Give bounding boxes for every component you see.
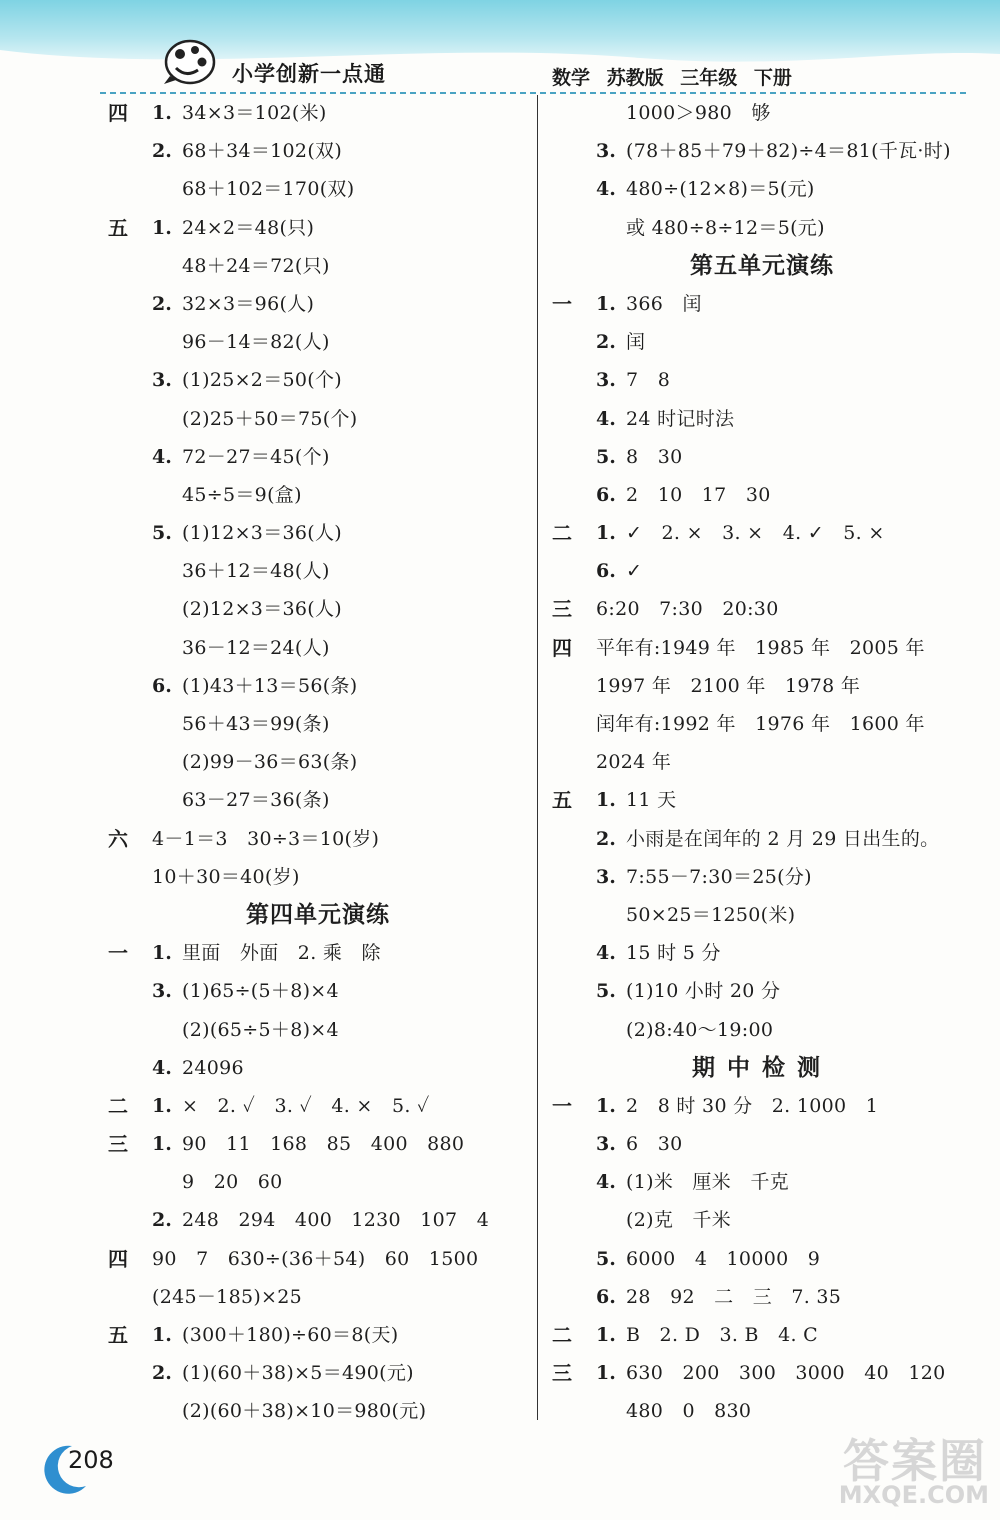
answer-text: 630 200 300 3000 40 120	[626, 1362, 946, 1385]
question-number: 2.	[152, 1362, 172, 1385]
answer-text: 2 8 时 30 分 2. 1000 1	[626, 1094, 879, 1117]
answer-text: 480÷(12×8)＝5(元)	[626, 178, 815, 201]
answer-text: 68＋102＝170(双)	[182, 178, 355, 201]
answer-text: 248 294 400 1230 107 4	[182, 1209, 490, 1232]
answer-line	[108, 972, 528, 1010]
answer-line	[108, 1163, 528, 1201]
answer-line	[108, 323, 528, 361]
question-number: 3.	[596, 1133, 616, 1156]
question-group-marker: 一	[108, 941, 128, 966]
question-number: 1.	[152, 1324, 172, 1346]
answer-line	[108, 1087, 528, 1125]
answer-text: B 2. D 3. B 4. C	[626, 1324, 818, 1346]
watermark-bottom: MXQE.COM	[838, 1481, 989, 1509]
watermark-logo	[815, 1425, 993, 1517]
answer-line	[108, 285, 528, 323]
answer-line	[552, 1087, 972, 1125]
question-number: 1.	[596, 1094, 616, 1117]
answer-text: 366 闰	[626, 292, 702, 315]
section-heading: 第五单元演练	[690, 251, 834, 279]
question-number: 4.	[152, 1056, 172, 1079]
question-group-marker: 二	[552, 1323, 572, 1347]
question-number: 6.	[596, 483, 616, 506]
answer-text: 90 7 630÷(36＋54) 60 1500	[152, 1247, 479, 1270]
answer-text: 7:55－7:30＝25(分)	[626, 865, 812, 888]
answer-text: (2)12×3＝36(人)	[182, 598, 343, 621]
answer-line	[552, 285, 972, 323]
answer-line	[552, 629, 972, 667]
question-number: 6.	[596, 1285, 616, 1308]
answer-text: 或 480÷8÷12＝5(元)	[626, 216, 825, 239]
column-divider	[537, 95, 538, 1420]
answer-text: 24×2＝48(只)	[182, 216, 315, 239]
question-number: 4.	[152, 445, 172, 468]
question-group-marker: 四	[108, 1246, 128, 1271]
question-number: 1.	[152, 216, 172, 239]
question-number: 5.	[152, 522, 172, 545]
answer-line	[108, 170, 528, 208]
answer-text: 平年有:1949 年 1985 年 2005 年	[596, 636, 925, 659]
answer-line	[108, 438, 528, 476]
question-group-marker: 三	[108, 1132, 128, 1157]
answer-text: 48＋24＝72(只)	[182, 254, 330, 277]
answer-text: (78＋85＋79＋82)÷4＝81(千瓦·时)	[626, 140, 951, 163]
answer-line	[108, 1125, 528, 1163]
answer-line	[552, 820, 972, 858]
answer-text: 15 时 5 分	[626, 942, 721, 965]
answer-text: (300＋180)÷60＝8(天)	[182, 1324, 399, 1346]
page-number: 208	[68, 1446, 114, 1474]
question-group-marker: 五	[108, 215, 128, 240]
mascot-logo-icon	[162, 36, 218, 86]
answer-line	[552, 667, 972, 705]
question-group-marker: 六	[108, 826, 128, 851]
answer-text: 10＋30＝40(岁)	[152, 865, 300, 888]
answer-text: 56＋43＝99(条)	[182, 713, 330, 735]
watermark-top: 答案圈	[843, 1434, 987, 1488]
answer-line	[552, 1354, 972, 1392]
answer-line	[552, 170, 972, 208]
series-title: 小学创新一点通	[232, 62, 386, 86]
question-number: 1.	[596, 1324, 616, 1346]
answer-text: 90 11 168 85 400 880	[182, 1133, 465, 1156]
answer-line	[552, 1125, 972, 1163]
answer-line	[552, 934, 972, 972]
answer-line	[108, 132, 528, 170]
question-number: 3.	[152, 980, 172, 1003]
answer-text: (2)(60＋38)×10＝980(元)	[182, 1400, 427, 1423]
answer-line	[108, 667, 528, 705]
answer-line	[108, 629, 528, 667]
question-number: 2.	[152, 1209, 172, 1232]
question-number: 2.	[152, 140, 172, 163]
question-number: 1.	[596, 789, 616, 812]
answer-text: 1997 年 2100 年 1978 年	[596, 674, 861, 697]
answer-line	[552, 1278, 972, 1316]
question-number: 2.	[596, 331, 616, 354]
answer-line	[108, 400, 528, 438]
answer-line	[108, 858, 528, 896]
answer-text: (1)25×2＝50(个)	[182, 369, 343, 392]
answer-line	[108, 552, 528, 590]
answer-line	[108, 1278, 528, 1316]
answer-line	[108, 514, 528, 552]
answer-text: 68＋34＝102(双)	[182, 140, 343, 163]
answer-line	[108, 590, 528, 628]
answer-text: ✓	[626, 560, 643, 583]
question-number: 4.	[596, 407, 616, 430]
section-heading: 第四单元演练	[246, 900, 390, 928]
answer-text: 45÷5＝9(盒)	[182, 483, 302, 506]
answer-line	[552, 781, 972, 819]
question-group-marker: 二	[108, 1093, 128, 1118]
right-answer-column	[552, 94, 972, 1431]
answer-line	[552, 438, 972, 476]
book-info: 数学 苏教版 三年级 下册	[552, 67, 792, 89]
answer-line	[552, 896, 972, 934]
question-number: 1.	[152, 1094, 172, 1117]
answer-line	[108, 361, 528, 399]
answer-text: 24096	[182, 1056, 244, 1079]
question-group-marker: 二	[552, 521, 572, 546]
question-number: 2.	[596, 827, 616, 850]
answer-text: (1)43＋13＝56(条)	[182, 674, 358, 697]
answer-text: (245－185)×25	[152, 1285, 303, 1308]
answer-text: 24 时记时法	[626, 407, 735, 430]
answer-text: 480 0 830	[626, 1400, 752, 1423]
answer-line	[552, 972, 972, 1010]
answer-line	[552, 323, 972, 361]
answer-text: ✓ 2. × 3. × 4. ✓ 5. ×	[626, 522, 885, 545]
answer-text: 6000 4 10000 9	[626, 1247, 821, 1270]
answer-text: (2)(65÷5＋8)×4	[182, 1018, 339, 1041]
answer-text: 8 30	[626, 445, 683, 468]
answer-text: (2)克 千米	[626, 1209, 732, 1232]
answer-line	[108, 1049, 528, 1087]
answer-line	[108, 705, 528, 743]
question-number: 3.	[596, 140, 616, 163]
answer-text: (2)8:40～19:00	[626, 1018, 774, 1041]
question-group-marker: 四	[108, 101, 128, 125]
answer-text: (1)12×3＝36(人)	[182, 522, 343, 545]
answer-text: 34×3＝102(米)	[182, 102, 327, 124]
answer-text: 96－14＝82(人)	[182, 331, 330, 354]
answer-text: 7 8	[626, 369, 671, 392]
answer-line	[108, 1354, 528, 1392]
answer-text: (1)(60＋38)×5＝490(元)	[182, 1362, 414, 1385]
answer-text: × 2. ✓ 3. ✓ 4. × 5. ✓	[182, 1094, 430, 1117]
question-group-marker: 五	[552, 788, 572, 813]
question-number: 5.	[596, 1247, 616, 1270]
answer-line	[108, 247, 528, 285]
answer-text: 28 92 二 三 7. 35	[626, 1285, 842, 1308]
question-group-marker: 三	[552, 1361, 572, 1386]
answer-line	[108, 94, 528, 132]
answer-text: 小雨是在闰年的 2 月 29 日出生的。	[626, 827, 940, 850]
answer-text: 36－12＝24(人)	[182, 636, 330, 659]
question-group-marker: 五	[108, 1323, 128, 1347]
answer-line	[552, 400, 972, 438]
answer-line	[552, 94, 972, 132]
question-number: 5.	[596, 980, 616, 1003]
answer-line	[108, 820, 528, 858]
answer-line	[108, 781, 528, 819]
question-number: 1.	[152, 942, 172, 965]
answer-line	[552, 705, 972, 743]
answer-text: (1)米 厘米 千克	[626, 1171, 789, 1194]
question-number: 6.	[152, 674, 172, 697]
answer-text: 6:20 7:30 20:30	[596, 598, 779, 621]
answer-text: 2024 年	[596, 751, 672, 774]
question-number: 3.	[152, 369, 172, 392]
answer-text: 4－1＝3 30÷3＝10(岁)	[152, 827, 380, 850]
answer-text: 闰	[626, 331, 646, 354]
question-number: 4.	[596, 1171, 616, 1194]
answer-text: (1)10 小时 20 分	[626, 980, 781, 1003]
answer-text: 11 天	[626, 789, 677, 812]
answer-line	[108, 209, 528, 247]
question-number: 1.	[596, 1362, 616, 1385]
answer-line	[108, 476, 528, 514]
question-number: 5.	[596, 445, 616, 468]
answer-line	[108, 1316, 528, 1354]
question-number: 4.	[596, 178, 616, 201]
answer-text: (2)99－36＝63(条)	[182, 751, 358, 774]
answer-line	[552, 590, 972, 628]
answer-text: 72－27＝45(个)	[182, 445, 330, 468]
answer-line	[108, 1392, 528, 1430]
question-group-marker: 四	[552, 635, 572, 660]
answer-text: 1000＞980 够	[626, 102, 771, 124]
question-number: 1.	[152, 1133, 172, 1156]
answer-text: (1)65÷(5＋8)×4	[182, 980, 339, 1003]
answer-line	[108, 1011, 528, 1049]
question-number: 4.	[596, 942, 616, 965]
section-heading: 期中检测	[692, 1053, 832, 1081]
question-group-marker: 一	[552, 291, 572, 316]
question-number: 2.	[152, 292, 172, 315]
header-wave-decoration	[0, 40, 1000, 80]
answer-line	[552, 209, 972, 247]
question-group-marker: 一	[552, 1093, 572, 1118]
question-number: 1.	[152, 102, 172, 124]
answer-line	[552, 514, 972, 552]
question-number: 3.	[596, 369, 616, 392]
answer-line	[552, 361, 972, 399]
answer-line	[552, 1011, 972, 1049]
answer-line	[108, 1240, 528, 1278]
answer-text: (2)25＋50＝75(个)	[182, 407, 358, 430]
answer-text: 9 20 60	[182, 1171, 283, 1194]
answer-text: 闰年有:1992 年 1976 年 1600 年	[596, 713, 925, 735]
question-number: 1.	[596, 522, 616, 545]
answer-line	[552, 1201, 972, 1239]
answer-line	[552, 1163, 972, 1201]
answer-line	[552, 858, 972, 896]
answer-text: 里面 外面 2. 乘 除	[182, 942, 381, 965]
answer-line	[552, 743, 972, 781]
answer-text: 36＋12＝48(人)	[182, 560, 330, 583]
answer-line	[552, 132, 972, 170]
question-group-marker: 三	[552, 597, 572, 622]
question-number: 3.	[596, 865, 616, 888]
question-number: 1.	[596, 292, 616, 315]
answer-line	[552, 476, 972, 514]
answer-text: 63－27＝36(条)	[182, 789, 330, 812]
question-number: 6.	[596, 560, 616, 583]
answer-line	[108, 743, 528, 781]
answer-line	[552, 1240, 972, 1278]
left-answer-column	[108, 94, 528, 1431]
answer-text: 2 10 17 30	[626, 483, 771, 506]
answer-line	[552, 552, 972, 590]
answer-line	[108, 934, 528, 972]
answer-text: 6 30	[626, 1133, 683, 1156]
answer-text: 32×3＝96(人)	[182, 292, 315, 315]
answer-line	[552, 1316, 972, 1354]
answer-text: 50×25＝1250(米)	[626, 903, 796, 926]
answer-line	[108, 1201, 528, 1239]
